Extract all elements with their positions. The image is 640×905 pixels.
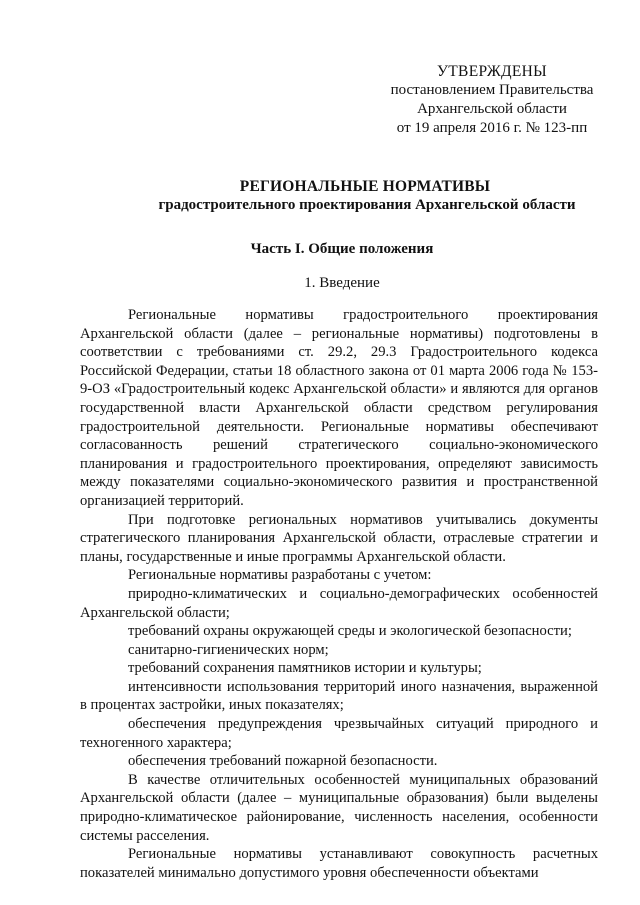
- paragraph: Региональные нормативы устанавливают совокупность расчетных показателей минимально допустимого уровня обеспеченности объектами: [80, 846, 598, 881]
- paragraph: Региональные нормативы разработаны с учетом:: [128, 567, 432, 584]
- document-title: РЕГИОНАЛЬНЫЕ НОРМАТИВЫ: [239, 178, 491, 195]
- list-item: обеспечения требований пожарной безопасности.: [128, 753, 438, 770]
- list-item: интенсивности использования территорий иного назначения, выраженной в процентах застройки, иных показателях;: [80, 678, 598, 714]
- list-item: требований сохранения памятников истории и культуры;: [128, 660, 482, 677]
- list-item: санитарно-гигиенических норм;: [128, 641, 329, 658]
- approval-line-3: от 19 апреля 2016 г. № 123-пп: [396, 120, 588, 136]
- paragraph: При подготовке региональных нормативов учитывались документы стратегического планирования Архангельской области, отраслевые стратегии и планы, государственные и иные программы Архангельской области.: [80, 511, 598, 565]
- part-heading: Часть I. Общие положения: [250, 241, 434, 257]
- approval-title: УТВЕРЖДЕНЫ: [437, 63, 547, 80]
- body-text: [80, 306, 598, 882]
- approval-line-1: постановлением Правительства: [390, 82, 594, 98]
- section-heading: 1. Введение: [304, 275, 380, 291]
- document-subtitle: градостроительного проектирования Архангельской области: [158, 197, 576, 213]
- document-title-block: [90, 177, 640, 215]
- approval-line-2: Архангельской области: [417, 101, 567, 117]
- paragraph: Региональные нормативы градостроительного проектирования Архангельской области (далее – региональные нормативы) подготовлены в соответствии с требованиями ст. 29.2, 29.3 Градостроительного кодекса Российской Федерации, статьи 18 областного закона от 01 марта 2006 года № 153-9-ОЗ «Градостроительный кодекс Архангельской области» и являются для органов государственной власти Архангельской области средством регулирования градостроительной деятельности. Региональные нормативы обеспечивают согласованность решений стратегического социально-экономического планирования и градостроительного проектирования, определяют зависимость между показателями социально-экономического развития и пространственной организацией территорий.: [80, 307, 598, 509]
- list-item: природно-климатических и социально-демографических особенностей Архангельской области;: [80, 585, 598, 621]
- list-item: требований охраны окружающей среды и экологической безопасности;: [128, 623, 572, 640]
- list-item: обеспечения предупреждения чрезвычайных ситуаций природного и техногенного характера;: [80, 716, 598, 751]
- approval-stamp: [380, 62, 604, 138]
- paragraph: В качестве отличительных особенностей муниципальных образований Архангельской области (далее – муниципальные образования) были выделены природно-климатическое районирование, численность населения, особенности системы расселения.: [80, 771, 598, 844]
